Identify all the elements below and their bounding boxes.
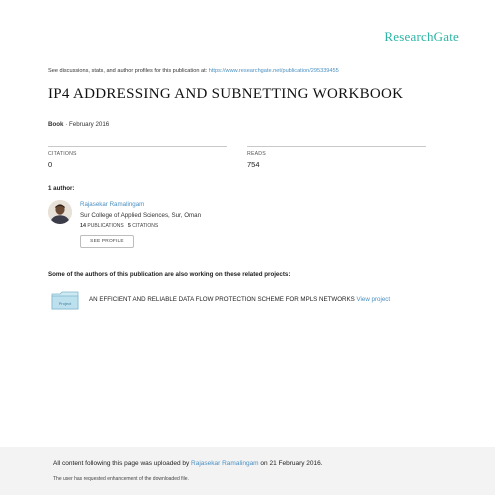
author-publications-label: PUBLICATIONS <box>87 223 124 229</box>
citations-value: 0 <box>48 160 53 169</box>
citations-label: CITATIONS <box>48 151 77 157</box>
view-project-link[interactable]: View project <box>356 296 391 303</box>
project-title: AN EFFICIENT AND RELIABLE DATA FLOW PROTECTION SCHEME FOR MPLS NETWORKS <box>89 296 357 303</box>
reads-label: READS <box>247 151 266 157</box>
author-institution: Sur College of Applied Sciences, Sur, Oman <box>80 212 202 219</box>
enhancement-note: The user has requested enhancement of the downloaded file. <box>53 476 189 482</box>
upload-prefix: All content following this page was uploaded by <box>53 460 192 467</box>
related-projects-heading: Some of the authors of this publication are also working on these related projects: <box>48 271 291 278</box>
author-citations-label: CITATIONS <box>132 223 159 229</box>
publication-type: Book <box>48 121 64 128</box>
author-avatar[interactable] <box>48 200 72 224</box>
project-entry <box>89 296 390 303</box>
reads-divider <box>247 146 426 147</box>
citations-divider <box>48 146 227 147</box>
see-profile-button[interactable]: SEE PROFILE <box>80 235 134 248</box>
discussion-notice <box>48 68 339 74</box>
project-icon <box>51 290 79 310</box>
uploader-link[interactable]: Rajasekar Ramalingam <box>191 460 259 467</box>
upload-suffix: on 21 February 2016. <box>258 460 323 467</box>
publication-link[interactable]: https://www.researchgate.net/publication/295339455 <box>208 68 339 74</box>
person-icon <box>48 200 72 224</box>
publication-title: IP4 ADDRESSING AND SUBNETTING WORKBOOK <box>48 86 404 102</box>
author-stats <box>80 223 158 229</box>
discussion-prefix: See discussions, stats, and author profiles for this publication at: <box>48 68 209 74</box>
author-name-link[interactable]: Rajasekar Ramalingam <box>80 201 145 208</box>
authors-heading: 1 author: <box>48 185 75 192</box>
researchgate-logo[interactable]: ResearchGate <box>384 29 459 44</box>
publication-date: · February 2016 <box>63 121 110 128</box>
author-citations-count: 5 <box>127 223 131 229</box>
publication-meta <box>48 121 109 128</box>
project-icon-label: Project <box>58 301 72 306</box>
upload-notice <box>53 460 323 467</box>
author-publications-count: 14 <box>80 223 86 229</box>
reads-value: 754 <box>247 160 260 169</box>
footer-panel <box>0 447 495 495</box>
